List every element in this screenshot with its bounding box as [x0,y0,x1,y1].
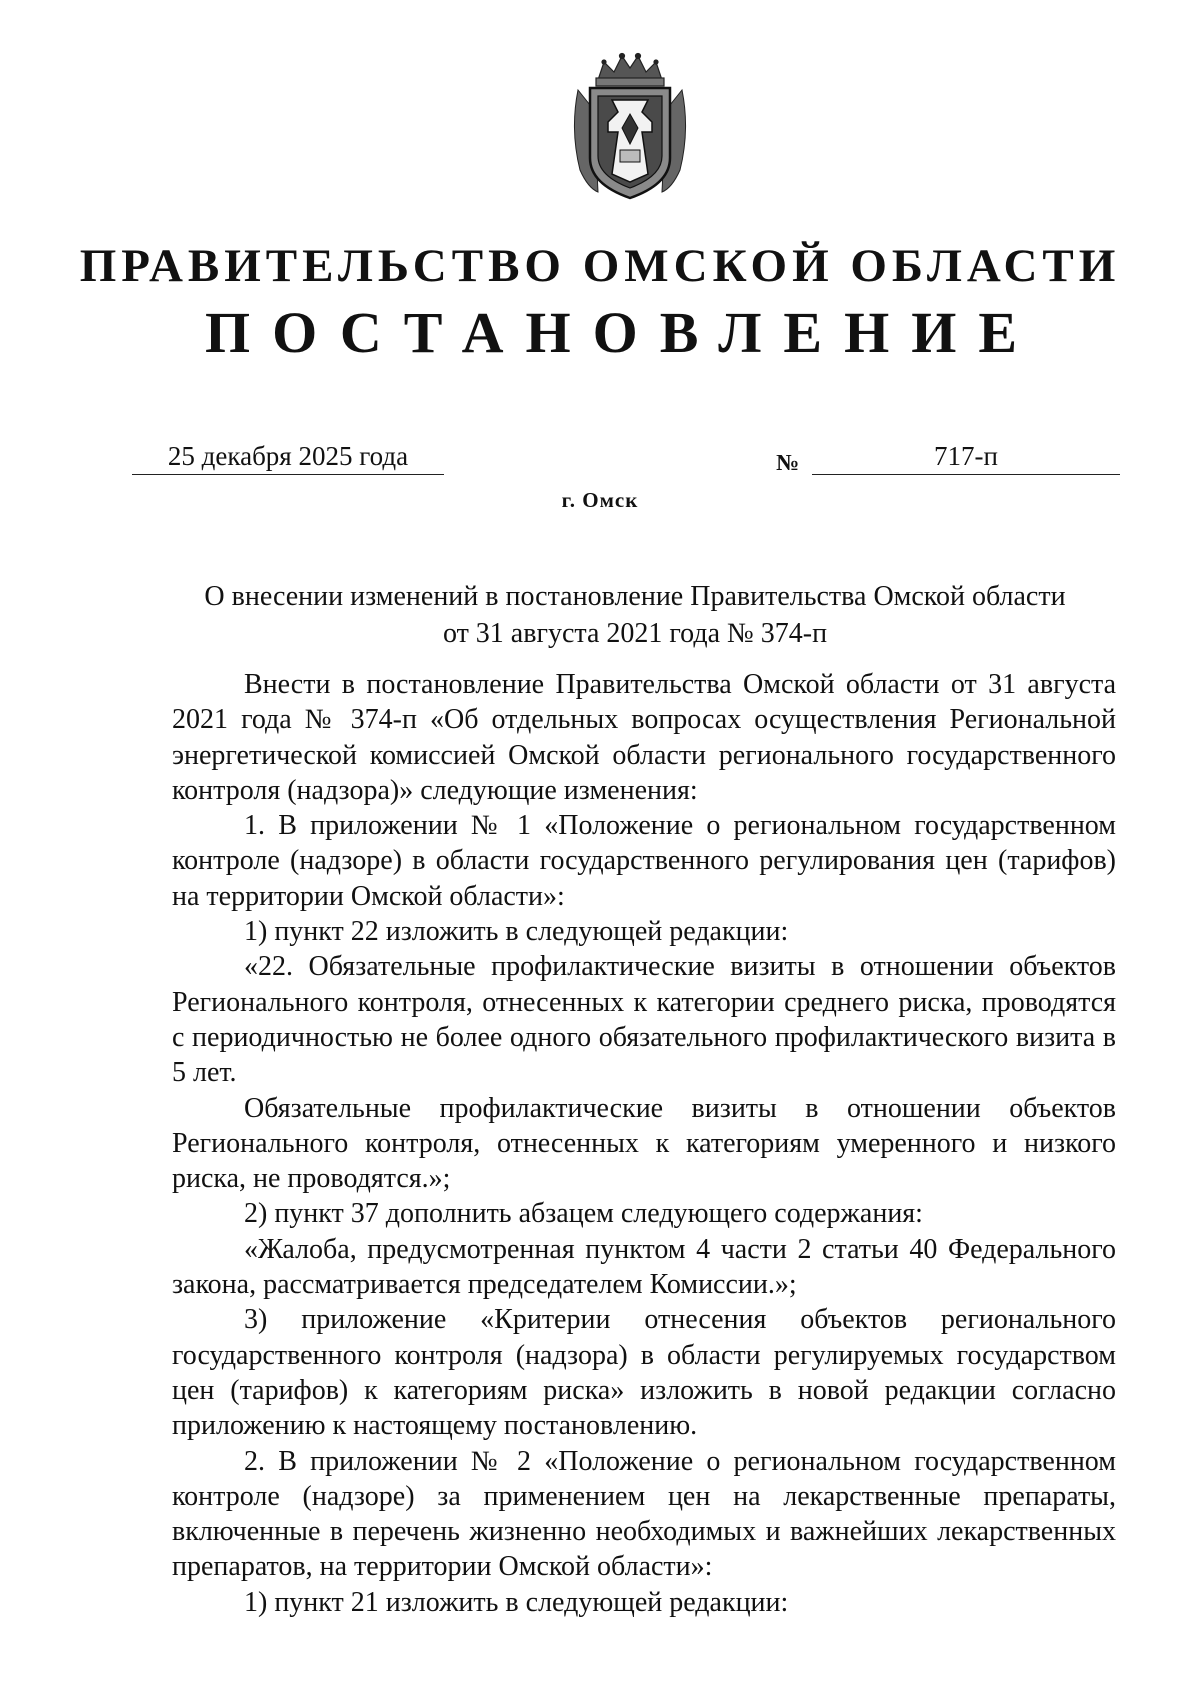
document-kind-title: ПОСТАНОВЛЕНИЕ [204,300,1040,365]
crown-icon [596,54,664,87]
subject-line-1: О внесении изменений в постановление Правительства Омской области [204,581,1066,612]
paragraph: 3) приложение «Критерии отнесения объектов регионального государственного контроля (надзора) в области регулируемых государством цен (тарифов) к категориям риска» изложить в новой редакции согласно приложению к настоящему постановлению. [172,1304,1116,1442]
city-name: г. Омск [561,488,639,512]
government-title: ПРАВИТЕЛЬСТВО ОМСКОЙ ОБЛАСТИ [79,240,1121,292]
coat-of-arms-emblem [568,50,692,202]
paragraph: Обязательные профилактические визиты в отношении объектов Регионального контроля, отнесенных к категориям умеренного и низкого риска, не проводятся.»; [172,1092,1116,1195]
paragraph: 2. В приложении № 2 «Положение о региональном государственном контроле (надзоре) за применением цен на лекарственные препараты, включенные в перечень жизненно необходимых и важнейших лекарственных препаратов, на территории Омской области»: [172,1445,1116,1583]
subject-line-2: от 31 августа 2021 года № 374-п [442,618,828,649]
number-sign: № [776,450,800,475]
paragraph: 1) пункт 21 изложить в следующей редакции: [244,1586,789,1618]
document-date: 25 декабря 2025 года [132,440,444,475]
document-body [172,667,1116,1620]
paragraph: 1) пункт 22 изложить в следующей редакции: [244,916,789,948]
paragraph: Внести в постановление Правительства Омской области от 31 августа 2021 года № 374-п «Об отдельных вопросах осуществления Региональной энергетической комиссией Омской области регионального государственного контроля (надзора)» следующие изменения: [172,669,1116,806]
paragraph: 1. В приложении № 1 «Положение о региональном государственном контроле (надзоре) в области государственного регулирования цен (тарифов) на территории Омской области»: [172,810,1116,912]
document-number: 717-п [812,440,1120,475]
document-subject [150,578,1120,652]
paragraph: 2) пункт 37 дополнить абзацем следующего содержания: [244,1198,923,1230]
paragraph: «Жалоба, предусмотренная пунктом 4 части 2 статьи 40 Федерального закона, рассматривается председателем Комиссии.»; [172,1233,1116,1301]
paragraph: «22. Обязательные профилактические визиты в отношении объектов Регионального контроля, отнесенных к категории среднего риска, проводятся с периодичностью не более одного обязательного профилактического визита в 5 лет. [172,951,1116,1089]
